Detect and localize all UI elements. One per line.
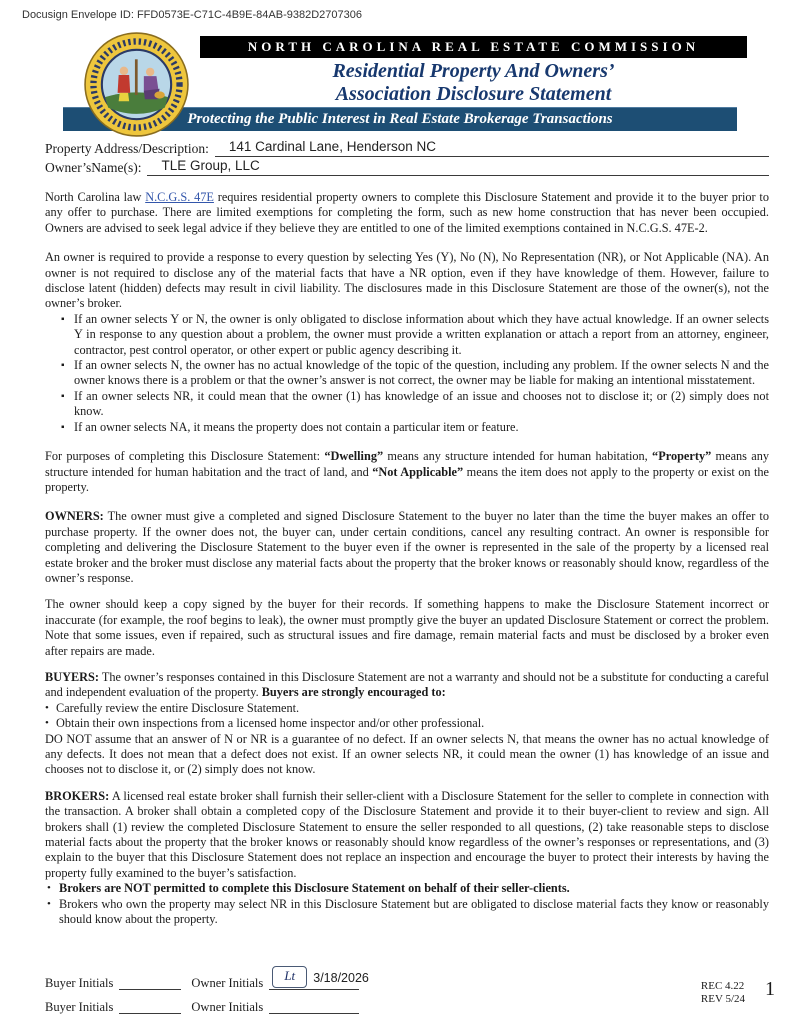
initials-date: 3/18/2026 bbox=[313, 971, 369, 985]
list-item bbox=[45, 420, 769, 435]
docusign-envelope-id: Docusign Envelope ID: FFD0573E-C71C-4B9E-84AB-9382D2707306 bbox=[22, 9, 362, 21]
bullet-icon: ▪ bbox=[61, 421, 65, 433]
ncgs-47e-link[interactable]: N.C.G.S. 47E bbox=[145, 190, 214, 204]
bullet-icon: • bbox=[47, 897, 51, 910]
initials-row-2 bbox=[45, 993, 769, 1015]
rec-number: REC 4.22 bbox=[700, 980, 745, 992]
buyer-initials-line bbox=[119, 999, 181, 1014]
docusign-initials-field[interactable]: Lt bbox=[272, 966, 307, 988]
buyers-paragraph bbox=[45, 670, 769, 701]
list-item bbox=[45, 881, 769, 896]
property-address-value: 141 Cardinal Lane, Henderson NC bbox=[215, 139, 769, 157]
owner-initials-label: Owner Initials bbox=[191, 976, 264, 990]
bullet-text: Obtain their own inspections from a licensed home inspector and/or other professional. bbox=[56, 716, 485, 731]
keep-copy-paragraph: The owner should keep a copy signed by the buyer for their records. If something happens to make the Disclosure Statement incorrect or inaccurate (for example, the roof begins to leak), the owner must promptly give the buyer an updated Disclosure Statement or correct the problem. Note that some issues, even if repaired, such as structural issues and fire damage, remain material facts and must be disclosed by a broker even after repairs are made. bbox=[45, 597, 769, 658]
seal-graphic bbox=[84, 32, 189, 137]
owner-name-value: TLE Group, LLC bbox=[147, 158, 769, 176]
definitions-paragraph bbox=[45, 449, 769, 495]
bullet-text: If an owner selects Y or N, the owner is only obligated to disclose information about which they have actual knowledge. If an owner selects Y in response to any question about a problem, the owner must provide a written explanation or attach a report from an attorney, engineer, contractor, pest control operator, or other expert or public agency describing it. bbox=[74, 311, 769, 357]
owner-initials-label: Owner Initials bbox=[191, 1000, 264, 1014]
bullet-text: Carefully review the entire Disclosure Statement. bbox=[56, 700, 300, 715]
owner-initials-line bbox=[269, 968, 369, 990]
intro-paragraph bbox=[45, 190, 769, 236]
brokers-own-property-text: Brokers who own the property may select NR in this Disclosure Statement but are obligated to disclose material facts they know or reasonably should know about the property. bbox=[59, 896, 769, 927]
bullet-text: If an owner selects NA, it means the property does not contain a particular item or feature. bbox=[74, 419, 519, 434]
intro-post: requires residential property owners to complete this Disclosure Statement and provide it to the buyer prior to any offer to purchase. There are limited exemptions for completing the form, such as new home construction that has never been occupied. Owners are advised to seek legal advice if they believe they are entitled to one of the limited exemptions contained in N.C.G.S. 47E-2. bbox=[45, 190, 769, 235]
list-item bbox=[45, 358, 769, 389]
bullet-icon: • bbox=[45, 701, 49, 714]
definitions-text: means any structure intended for human habitation, bbox=[383, 449, 653, 464]
title-line-2: Association Disclosure Statement bbox=[335, 83, 612, 105]
brokers-paragraph bbox=[45, 789, 769, 881]
buyers-encouraged-text: Buyers are strongly encouraged to: bbox=[261, 685, 446, 700]
brokers-text: A licensed real estate broker shall furnish their seller-client with a Disclosure Statement for the seller to complete in connection with the transaction. A broker shall obtain a completed copy of the Disclosure Statement and provide it to their buyer-client to review and sign. All brokers shall (1) review the completed Disclosure Statement to ensure the seller responded to all questions, (2) take reasonable steps to disclose material facts about the property that the broker knows or reasonably should know regardless of the owner’s responses or representations, and (3) explain to the buyer that this Disclosure Statement does not replace an inspection and encourage the buyer to protect their interests by having the property fully examined to the buyer’s satisfaction. bbox=[45, 788, 769, 880]
list-item bbox=[45, 389, 769, 420]
document-body bbox=[45, 139, 769, 927]
brokers-heading: BROKERS: bbox=[45, 788, 110, 803]
title-line-1: Residential Property And Owners’ bbox=[332, 60, 615, 82]
bullet-icon: • bbox=[47, 882, 51, 895]
buyer-initials-label: Buyer Initials bbox=[45, 976, 114, 990]
form-revision-block bbox=[701, 980, 745, 1006]
buyer-initials-line bbox=[119, 975, 181, 990]
buyers-heading: BUYERS: bbox=[45, 669, 99, 684]
list-item bbox=[45, 701, 769, 716]
property-address-label: Property Address/Description: bbox=[45, 141, 209, 156]
dwelling-term: “Dwelling” bbox=[324, 449, 384, 464]
buyer-initials-label: Buyer Initials bbox=[45, 1000, 114, 1014]
owners-heading: OWNERS: bbox=[45, 509, 104, 524]
property-term: “Property” bbox=[652, 449, 712, 464]
definitions-text: means the item does not apply to the property or exist on the property. bbox=[45, 464, 770, 494]
list-item bbox=[45, 312, 769, 358]
do-not-assume-paragraph: DO NOT assume that an answer of N or NR is a guarantee of no defect. If an owner selects N, that means the owner has no actual knowledge of any defects. It does not mean that a defect does not exist. If an owner selects NR, it could mean the owner (1) has knowledge of an issue and chooses not to disclose it, or (2) simply does not know. bbox=[45, 731, 769, 777]
page-number: 1 bbox=[765, 978, 775, 1000]
bullet-text: If an owner selects NR, it could mean that the owner (1) has knowledge of an issue and chooses not to disclose it; or (2) simply does not know. bbox=[74, 388, 769, 419]
property-address-row bbox=[45, 139, 769, 157]
initials-row-1 bbox=[45, 969, 769, 991]
definitions-text: means any structure intended for human habitation and the tract of land, and bbox=[45, 449, 770, 479]
rev-date: REV 5/24 bbox=[700, 993, 745, 1005]
bullet-text: If an owner selects N, the owner has no actual knowledge of the topic of the question, including any problem. If the owner selects N and the owner knows there is a problem or that the owner’s answer is not correct, the owner may be liable for making an intentional misstatement. bbox=[74, 358, 769, 388]
owner-initials-line bbox=[269, 993, 359, 1014]
intro-pre: North Carolina law bbox=[45, 190, 146, 204]
responses-paragraph: An owner is required to provide a response to every question by selecting Yes (Y), No (N), No Representation (NR), or Not Applicable (NA). An owner is not required to disclose any of the material facts that have a NR option, even if they have knowledge of them. However, failure to disclose latent (hidden) defects may result in civil liability. The disclosures made in this Disclosure Statement are those of the owner(s), not the owner’s broker. bbox=[45, 250, 769, 311]
not-applicable-term: “Not Applicable” bbox=[372, 464, 464, 479]
owner-name-row bbox=[45, 158, 769, 176]
initials-footer bbox=[45, 969, 769, 1017]
list-item bbox=[45, 716, 769, 731]
definitions-text: For purposes of completing this Disclosure Statement: bbox=[45, 449, 325, 464]
responses-bullet-list bbox=[45, 312, 769, 435]
nc-state-seal-logo bbox=[84, 32, 189, 137]
owners-paragraph bbox=[45, 509, 769, 586]
owners-text: The owner must give a completed and signed Disclosure Statement to the buyer no later than the time the buyer makes an offer to purchase property. If the owner does not, the buyer can, under certain conditions, cancel any resulting contract. An owner is responsible for completing and delivering the Disclosure Statement to the buyer even if the owner is represented in the sale of the property by a licensed real estate broker and the broker must disclose any material facts about the property that the broker knows or reasonably should know, regardless of the owner’s response. bbox=[45, 509, 769, 585]
bullet-icon: ▪ bbox=[61, 360, 65, 372]
brokers-not-permitted-text: Brokers are NOT permitted to complete this Disclosure Statement on behalf of their seller-clients. bbox=[59, 881, 570, 896]
commission-name-bar: NORTH CAROLINA REAL ESTATE COMMISSION bbox=[200, 36, 747, 58]
tagline-banner: Protecting the Public Interest in Real Estate Brokerage Transactions bbox=[63, 107, 737, 131]
buyers-text: The owner’s responses contained in this Disclosure Statement are not a warranty and should not be a substitute for conducting a careful and independent evaluation of the property. bbox=[45, 669, 769, 700]
bullet-icon: ▪ bbox=[61, 390, 65, 402]
bullet-icon: ▪ bbox=[61, 313, 65, 325]
bullet-icon: • bbox=[45, 717, 49, 730]
list-item bbox=[45, 897, 769, 928]
document-title bbox=[200, 60, 747, 106]
owner-name-label: Owner’sName(s): bbox=[45, 160, 142, 175]
